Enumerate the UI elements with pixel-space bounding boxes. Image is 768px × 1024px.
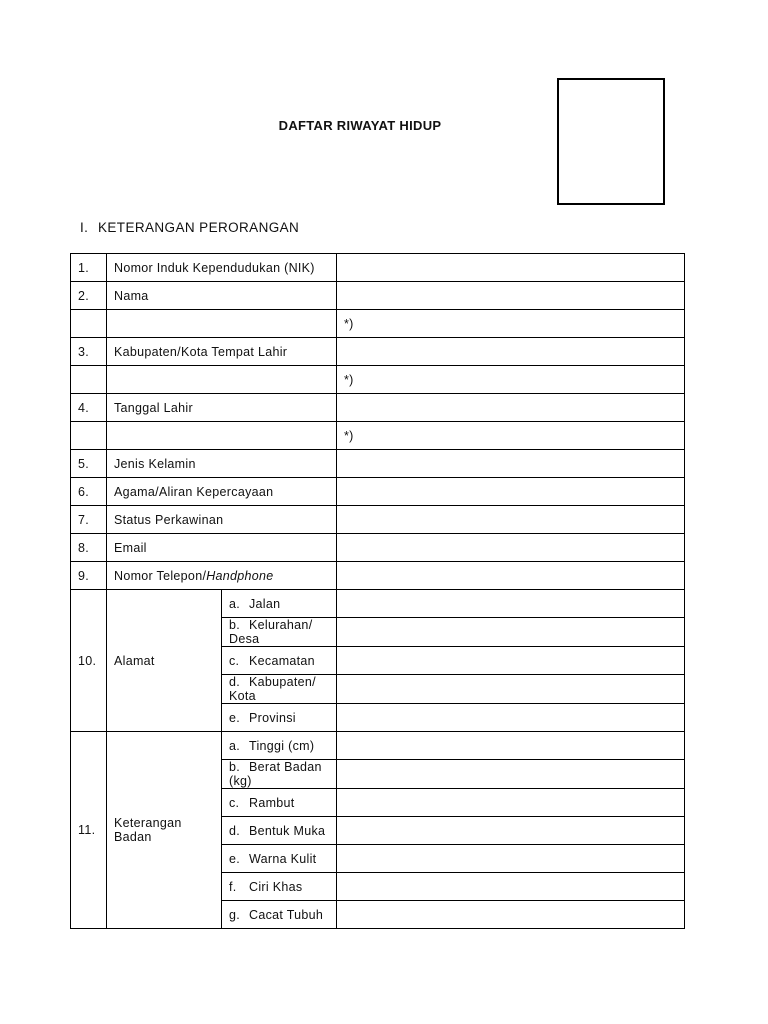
- table-row: [71, 366, 685, 394]
- row-number: 9.: [71, 562, 107, 590]
- badan-label-line1: Keterangan: [114, 816, 182, 830]
- cacat-tubuh-value-cell[interactable]: [337, 901, 685, 929]
- table-row: [71, 254, 685, 282]
- row-number: 10.: [71, 590, 107, 732]
- tempat-lahir-note-cell[interactable]: *): [337, 366, 685, 394]
- section-number: I.: [80, 220, 89, 235]
- table-row: [71, 562, 685, 590]
- sub-text: Kecamatan: [249, 653, 315, 668]
- table-row: [71, 282, 685, 310]
- table-row: [71, 534, 685, 562]
- row-number-empty: [71, 366, 107, 394]
- berat-badan-value-cell[interactable]: [337, 760, 685, 789]
- nama-value-cell[interactable]: [337, 282, 685, 310]
- table-row: [71, 338, 685, 366]
- row-number: 5.: [71, 450, 107, 478]
- table-row: [71, 450, 685, 478]
- sub-label: [222, 590, 337, 618]
- nik-value-cell[interactable]: [337, 254, 685, 282]
- badan-label-line2: Badan: [114, 830, 152, 844]
- sub-letter: c.: [229, 795, 240, 810]
- ciri-khas-value-cell[interactable]: [337, 873, 685, 901]
- tanggal-lahir-value-cell[interactable]: [337, 394, 685, 422]
- personal-info-table: [70, 253, 685, 929]
- sub-text: Jalan: [249, 596, 281, 611]
- table-row: [71, 478, 685, 506]
- row-label: [107, 562, 337, 590]
- sub-letter: f.: [229, 879, 237, 894]
- sub-text: Kabupaten/ Kota: [229, 675, 316, 703]
- sub-label: [222, 732, 337, 760]
- row-number-empty: [71, 310, 107, 338]
- sub-text: Cacat Tubuh: [249, 907, 324, 922]
- sub-label: [222, 873, 337, 901]
- sub-letter: d.: [229, 823, 241, 838]
- row-label: Kabupaten/Kota Tempat Lahir: [107, 338, 337, 366]
- tanggal-lahir-note-cell[interactable]: *): [337, 422, 685, 450]
- row-number: 4.: [71, 394, 107, 422]
- sub-letter: a.: [229, 596, 241, 611]
- telepon-label-italic: Handphone: [206, 568, 274, 583]
- sub-letter: c.: [229, 653, 240, 668]
- table-row: [71, 506, 685, 534]
- provinsi-value-cell[interactable]: [337, 704, 685, 732]
- tinggi-value-cell[interactable]: [337, 732, 685, 760]
- row-label: Tanggal Lahir: [107, 394, 337, 422]
- row-label: Email: [107, 534, 337, 562]
- kelurahan-value-cell[interactable]: [337, 618, 685, 647]
- kecamatan-value-cell[interactable]: [337, 647, 685, 675]
- telepon-value-cell[interactable]: [337, 562, 685, 590]
- row-number: 1.: [71, 254, 107, 282]
- sub-letter: b.: [229, 760, 241, 774]
- nama-note-cell[interactable]: *): [337, 310, 685, 338]
- row-label: Agama/Aliran Kepercayaan: [107, 478, 337, 506]
- row-number: 11.: [71, 732, 107, 929]
- row-number: 2.: [71, 282, 107, 310]
- row-number: 7.: [71, 506, 107, 534]
- row-number: 8.: [71, 534, 107, 562]
- sub-letter: b.: [229, 618, 241, 632]
- sub-label: [222, 704, 337, 732]
- sub-text: Ciri Khas: [249, 879, 303, 894]
- sub-letter: e.: [229, 851, 241, 866]
- rambut-value-cell[interactable]: [337, 789, 685, 817]
- bentuk-muka-value-cell[interactable]: [337, 817, 685, 845]
- tempat-lahir-value-cell[interactable]: [337, 338, 685, 366]
- sub-label: [222, 647, 337, 675]
- sub-text: Tinggi (cm): [249, 738, 315, 753]
- row-number: 3.: [71, 338, 107, 366]
- row-label: Status Perkawinan: [107, 506, 337, 534]
- document-title: DAFTAR RIWAYAT HIDUP: [278, 118, 442, 133]
- sub-text: Bentuk Muka: [249, 823, 326, 838]
- row-label: [107, 732, 222, 929]
- section-heading: [80, 220, 299, 235]
- jenis-kelamin-value-cell[interactable]: [337, 450, 685, 478]
- sub-label: [222, 901, 337, 929]
- agama-value-cell[interactable]: [337, 478, 685, 506]
- sub-letter: e.: [229, 710, 241, 725]
- sub-text: Warna Kulit: [249, 851, 317, 866]
- row-label: Nama: [107, 282, 337, 310]
- table-row: [71, 422, 685, 450]
- sub-label: [222, 618, 337, 647]
- sub-letter: g.: [229, 907, 241, 922]
- email-value-cell[interactable]: [337, 534, 685, 562]
- table-row: [71, 732, 685, 760]
- sub-label: [222, 789, 337, 817]
- row-number-empty: [71, 422, 107, 450]
- status-perkawinan-value-cell[interactable]: [337, 506, 685, 534]
- row-label-empty: [107, 422, 337, 450]
- sub-text: Kelurahan/ Desa: [229, 618, 313, 646]
- row-label-empty: [107, 366, 337, 394]
- section-title: KETERANGAN PERORANGAN: [98, 220, 300, 235]
- sub-label: [222, 817, 337, 845]
- row-label-empty: [107, 310, 337, 338]
- sub-label: [222, 675, 337, 704]
- warna-kulit-value-cell[interactable]: [337, 845, 685, 873]
- sub-text: Rambut: [249, 795, 295, 810]
- table-row: [71, 310, 685, 338]
- row-number: 6.: [71, 478, 107, 506]
- sub-text: Provinsi: [249, 710, 296, 725]
- sub-letter: a.: [229, 738, 241, 753]
- sub-label: [222, 845, 337, 873]
- table-row: [71, 590, 685, 618]
- telepon-label-prefix: Nomor Telepon/: [114, 568, 207, 583]
- kabupaten-kota-value-cell[interactable]: [337, 675, 685, 704]
- table-row: [71, 394, 685, 422]
- row-label: Nomor Induk Kependudukan (NIK): [107, 254, 337, 282]
- jalan-value-cell[interactable]: [337, 590, 685, 618]
- row-label: Alamat: [107, 590, 222, 732]
- sub-letter: d.: [229, 675, 241, 689]
- photo-placeholder-box: [557, 78, 665, 205]
- row-label: Jenis Kelamin: [107, 450, 337, 478]
- sub-text: Berat Badan (kg): [229, 760, 322, 788]
- sub-label: [222, 760, 337, 789]
